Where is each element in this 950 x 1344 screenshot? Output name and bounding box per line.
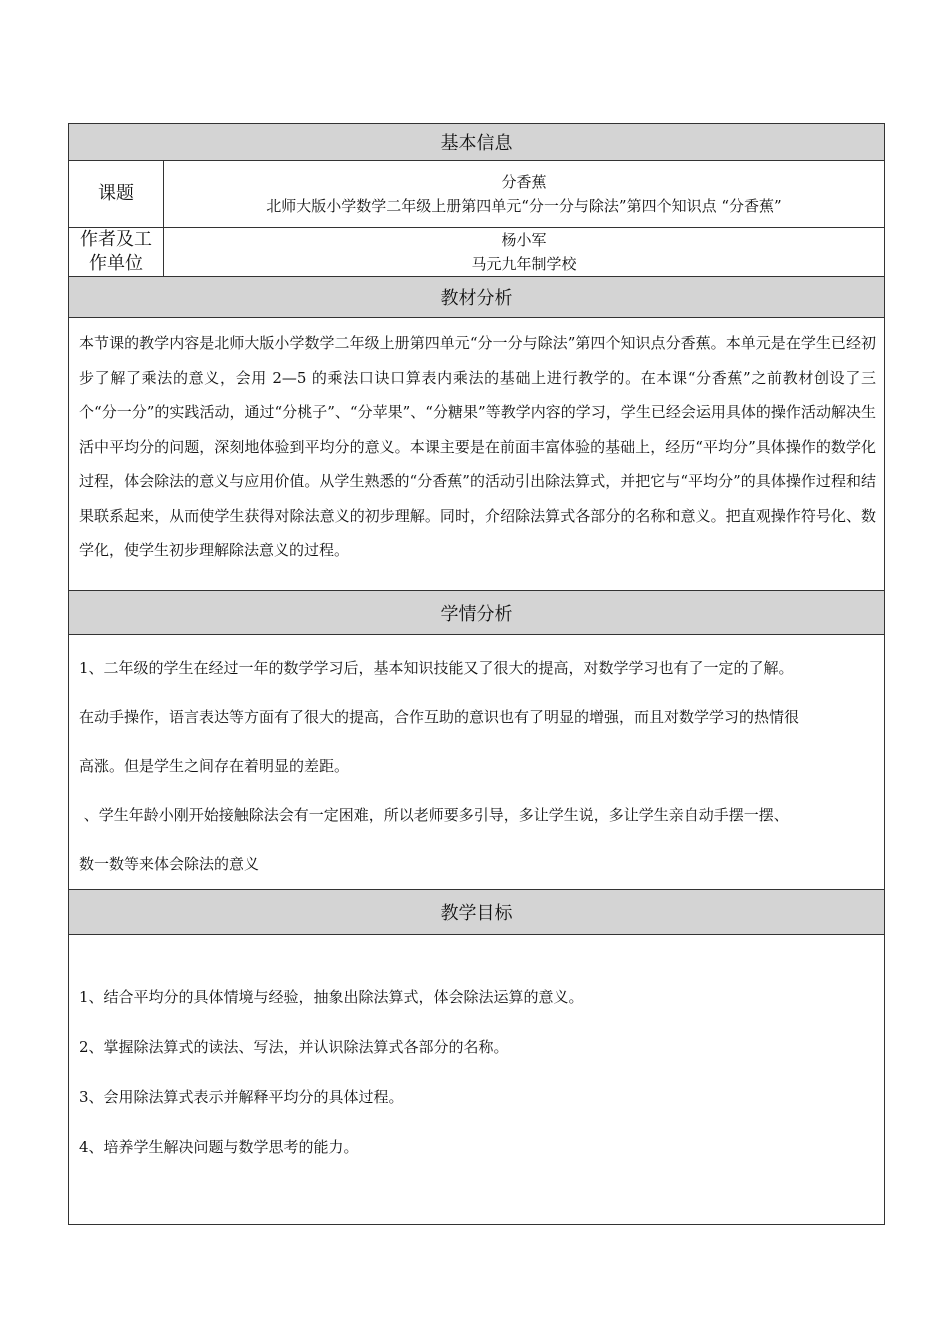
author-unit: 马元九年制学校 xyxy=(471,255,577,273)
author-cell xyxy=(164,228,885,277)
teaching-goals-header: 教学目标 xyxy=(69,890,885,935)
teaching-goals-row xyxy=(69,935,885,1225)
material-analysis-text: 本节课的教学内容是北师大版小学数学二年级上册第四单元“分一分与除法”第四个知识点分香蕉。本单元是在学生已经初步了解了乘法的意义，会用 2—5 的乘法口诀口算表内乘法的基础上进行教学的。在本课“分香蕉”之前教材创设了三个“分一分”的实践活动，通过“分桃子”、“分苹果”、“分糖果”等教学内容的学习，学生已经会运用具体的操作活动解决生活中平均分的问题，深刻地体验到平均分的意义。本课主要是在前面丰富体验的基础上，经历“平均分”具体操作的数学化过程，体会除法的意义与应用价值。从学生熟悉的“分香蕉”的活动引出除法算式，并把它与“平均分”的具体操作过程和结果联系起来，从而使学生获得对除法意义的初步理解。同时，介绍除法算式各部分的名称和意义。把直观操作符号化、数学化，使学生初步理解除法意义的过程。 xyxy=(69,318,885,591)
author-name: 杨小军 xyxy=(501,231,547,249)
teaching-goal-item: 1、结合平均分的具体情境与经验，抽象出除法算式，体会除法运算的意义。 xyxy=(79,988,584,1006)
student-analysis-line: 、学生年龄小刚开始接触除法会有一定困难，所以老师要多引导，多让学生说，多让学生亲自动手摆一摆、 xyxy=(79,806,789,824)
material-analysis-row xyxy=(69,318,885,591)
teaching-goal-item: 2、掌握除法算式的读法、写法，并认识除法算式各部分的名称。 xyxy=(79,1038,509,1056)
teaching-goal-item: 4、培养学生解决问题与数学思考的能力。 xyxy=(79,1138,359,1156)
material-analysis-header-row xyxy=(69,277,885,318)
author-row xyxy=(69,228,885,277)
topic-description: 北师大版小学数学二年级上册第四单元“分一分与除法”第四个知识点 “分香蕉” xyxy=(266,197,782,215)
lesson-plan-table xyxy=(68,123,885,1225)
teaching-goals-header-row xyxy=(69,890,885,935)
student-analysis-row xyxy=(69,635,885,890)
student-analysis-line: 1、二年级的学生在经过一年的数学学习后，基本知识技能又了很大的提高，对数学学习也有了一定的了解。 xyxy=(79,659,794,677)
student-analysis-cell xyxy=(69,635,885,890)
student-analysis-header-row xyxy=(69,591,885,635)
teaching-goal-item: 3、会用除法算式表示并解释平均分的具体过程。 xyxy=(79,1088,404,1106)
student-analysis-line: 在动手操作，语言表达等方面有了很大的提高，合作互助的意识也有了明显的增强，而且对数学学习的热情很 xyxy=(79,708,800,726)
teaching-goals-cell xyxy=(69,935,885,1225)
topic-cell xyxy=(164,161,885,228)
author-label-line1: 作者及工 xyxy=(80,229,152,250)
topic-title: 分香蕉 xyxy=(501,173,547,191)
student-analysis-line: 数一数等来体会除法的意义 xyxy=(79,855,260,873)
basic-info-header: 基本信息 xyxy=(69,124,885,161)
student-analysis-line: 高涨。但是学生之间存在着明显的差距。 xyxy=(79,757,350,775)
student-analysis-header: 学情分析 xyxy=(69,591,885,635)
basic-info-header-row xyxy=(69,124,885,161)
material-analysis-header: 教材分析 xyxy=(69,277,885,318)
topic-row xyxy=(69,161,885,228)
author-label xyxy=(69,228,164,277)
author-label-line2: 作单位 xyxy=(89,253,143,274)
topic-label: 课题 xyxy=(69,161,164,228)
